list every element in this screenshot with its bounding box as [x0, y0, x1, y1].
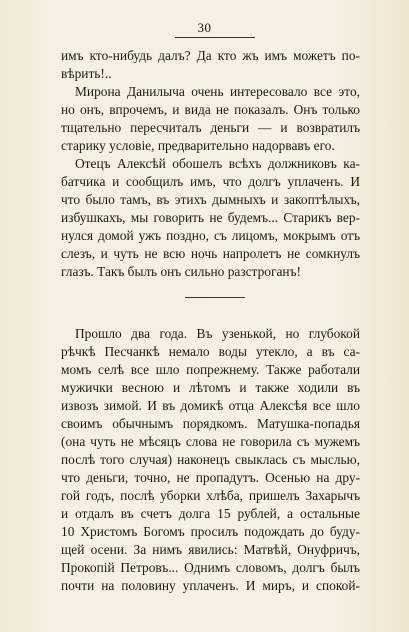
text-line: имъ кто-нибудь далъ? Да кто жъ имъ можетъ по-: [61, 48, 360, 63]
text-line: щей осени. За нимъ явились: Матвѣй, Онуфричъ,: [61, 542, 360, 557]
text-line: Мирона Данилыча очень интересовало все это,: [75, 84, 360, 99]
text-line: глазъ. Такъ былъ онъ сильно разстроганъ!: [61, 264, 301, 279]
text-line: послѣ того случая) наконецъ свыклась съ мыслью,: [61, 452, 360, 467]
text-line: вѣрить!..: [61, 66, 112, 81]
page-number: 30: [197, 20, 212, 35]
text-line: и отдалъ въ счетъ долга 15 рублей, а остальные: [61, 506, 360, 521]
text-line: рѣчкѣ Песчанкѣ немало воды утекло, а въ са-: [61, 344, 360, 359]
text-line: тщательно пересчиталъ деньги — и возвратилъ: [61, 120, 360, 135]
text-line: момъ селѣ все шло попрежнему. Также работали: [61, 362, 360, 377]
section-separator: [185, 297, 245, 298]
text-line: Прокопій Петровъ... Однимъ словомъ, долгъ былъ: [61, 560, 360, 575]
text-line: что было тамъ, въ этихъ дымныхъ и закоптѣлыхъ,: [61, 192, 360, 207]
text-line: мужички весною и лѣтомъ и также ходили въ: [61, 380, 360, 395]
text-line: слезъ, и чуть не всю ночь напролетъ не сомкнулъ: [61, 246, 360, 261]
text-line: но онъ, впрочемъ, и вида не показалъ. Онъ только: [61, 102, 360, 117]
text-line: нулся домой ужъ поздно, съ лицомъ, мокрымъ отъ: [61, 228, 360, 243]
text-line: 10 Христомъ Богомъ просилъ подождать до буду-: [61, 524, 360, 539]
text-line: почти на половину уплаченъ. И миръ, и спокой-: [61, 578, 360, 593]
text-line: батчика и сообщилъ имъ, что долгъ уплаченъ. И: [61, 174, 360, 189]
text-line: извозъ зимой. И въ домикѣ отца Алексѣя все шло: [61, 398, 360, 413]
text-line: гой годъ, послѣ уборки хлѣба, пришелъ Захарычъ: [61, 488, 360, 503]
text-line: (она чуть не мѣсяцъ слова не говорила съ мужемъ: [61, 434, 360, 449]
text-line: что деньги, точно, не пропадутъ. Осенью на дру-: [61, 470, 360, 485]
text-line: своимъ обычнымъ порядкомъ. Матушка-попадья: [61, 416, 360, 431]
text-line: избушкахъ, мы говорить не будемъ... Старикъ вер-: [61, 210, 360, 225]
text-line: Отецъ Алексѣй обошелъ всѣхъ должниковъ ка-: [75, 156, 360, 171]
text-line: Прошло два года. Въ узенькой, но глубокой: [75, 326, 360, 341]
header-rule: [175, 37, 255, 38]
text-line: старику условіе, предварительно надорвавъ его.: [61, 138, 335, 153]
